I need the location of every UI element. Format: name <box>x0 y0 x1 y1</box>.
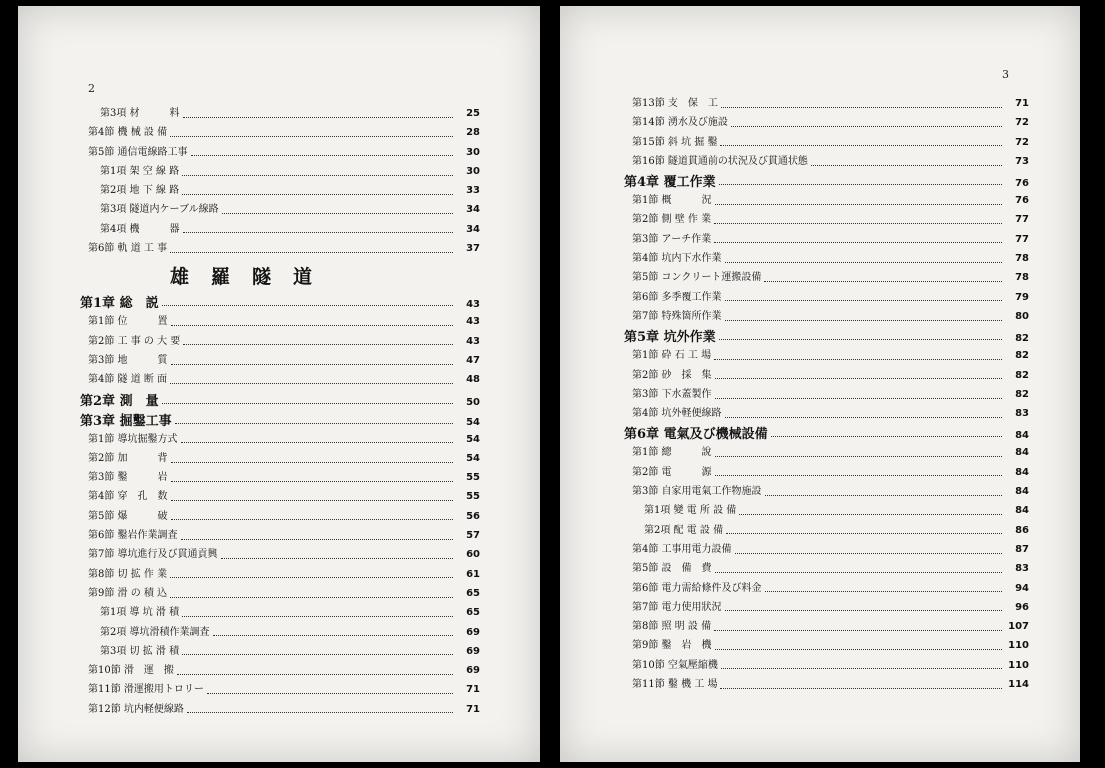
table-of-contents <box>624 94 1029 694</box>
toc-entry <box>80 584 480 603</box>
toc-entry-title: 第5節 コンクリート運搬設備 <box>632 272 762 284</box>
toc-entry <box>624 133 1029 152</box>
toc-entry <box>80 603 480 622</box>
toc-entry <box>624 559 1029 578</box>
toc-entry-title: 第2節 砂 採 集 <box>632 369 712 381</box>
dot-leader <box>715 377 1002 379</box>
toc-entry <box>624 307 1029 326</box>
toc-entry-title: 第5節 通信電線路工事 <box>88 146 188 158</box>
toc-entry <box>624 463 1029 482</box>
toc-entry-page-number: 82 <box>1015 369 1029 381</box>
toc-entry <box>80 526 480 545</box>
dot-leader <box>162 402 453 404</box>
toc-entry <box>624 152 1029 171</box>
dot-leader <box>715 455 1002 457</box>
toc-entry-page-number: 37 <box>466 243 480 255</box>
toc-entry <box>624 288 1029 307</box>
toc-entry-title: 第2章 測 量 <box>80 393 159 409</box>
toc-entry <box>624 423 1029 443</box>
toc-entry <box>624 171 1029 191</box>
toc-entry-page-number: 60 <box>466 549 480 561</box>
toc-entry-title: 第8節 照 明 設 備 <box>632 621 712 633</box>
toc-entry-page-number: 107 <box>1008 621 1029 633</box>
toc-entry-page-number: 82 <box>1015 350 1029 362</box>
toc-entry-title: 第5章 坑外作業 <box>624 330 716 346</box>
dot-leader <box>720 687 1002 689</box>
dot-leader <box>725 299 1002 301</box>
toc-entry <box>624 346 1029 365</box>
toc-entry-title: 第4項 機 器 <box>100 223 180 235</box>
toc-entry <box>80 200 480 219</box>
dot-leader <box>714 222 1002 224</box>
dot-leader <box>171 480 453 482</box>
toc-entry-page-number: 69 <box>466 626 480 638</box>
dot-leader <box>170 135 453 137</box>
dot-leader <box>731 125 1002 127</box>
toc-entry <box>624 501 1029 520</box>
toc-entry-page-number: 56 <box>466 510 480 522</box>
toc-entry-title: 第1章 総 説 <box>80 296 159 312</box>
dot-leader <box>725 261 1002 263</box>
toc-entry <box>80 220 480 239</box>
dot-leader <box>765 590 1002 592</box>
toc-entry-page-number: 82 <box>1015 333 1029 345</box>
toc-entry-page-number: 28 <box>466 127 480 139</box>
toc-entry-page-number: 48 <box>466 374 480 386</box>
page-number: 3 <box>1002 68 1009 81</box>
toc-entry-title: 第1項 導 坑 滑 積 <box>100 607 180 619</box>
dot-leader <box>171 363 453 365</box>
dot-leader <box>181 538 453 540</box>
toc-entry <box>624 617 1029 636</box>
dot-leader <box>183 116 453 118</box>
toc-entry-title: 第11節 滑運搬用トロリー <box>88 684 204 696</box>
toc-entry <box>624 482 1029 501</box>
toc-entry <box>80 104 480 123</box>
toc-entry-title: 第4節 坑内下水作業 <box>632 253 722 265</box>
right-page <box>560 6 1080 762</box>
toc-entry-page-number: 76 <box>1015 178 1029 190</box>
toc-entry-title: 第16節 隧道貫通前の状況及び貫通状態 <box>632 155 808 167</box>
toc-entry <box>80 292 480 312</box>
toc-entry <box>624 113 1029 132</box>
toc-entry <box>624 94 1029 113</box>
toc-entry <box>80 487 480 506</box>
dot-leader <box>725 609 1002 611</box>
toc-entry-title: 第3節 自家用電氣工作物施設 <box>632 486 762 498</box>
toc-entry-title: 第3項 材 料 <box>100 108 180 119</box>
dot-leader <box>171 499 453 501</box>
toc-entry-page-number: 30 <box>466 165 480 177</box>
dot-leader <box>721 667 1002 669</box>
toc-entry-title: 第7節 電力使用狀況 <box>632 601 722 613</box>
dot-leader <box>726 532 1002 534</box>
toc-entry-title: 第12節 坑内軽便線路 <box>88 703 184 715</box>
dot-leader <box>182 193 453 195</box>
toc-entry-title: 雄羅隧道 <box>170 265 335 288</box>
toc-entry-title: 第1節 位 置 <box>88 316 168 328</box>
dot-leader <box>183 343 453 345</box>
toc-entry-page-number: 54 <box>466 452 480 464</box>
toc-entry <box>624 191 1029 210</box>
toc-entry-title: 第2節 電 源 <box>632 466 712 478</box>
toc-entry-title: 第6節 多季覆工作業 <box>632 291 722 303</box>
toc-entry-title: 第7節 導坑進行及び貫通貢興 <box>88 549 218 561</box>
toc-entry-page-number: 114 <box>1008 679 1029 691</box>
left-page <box>18 6 540 762</box>
toc-entry-page-number: 96 <box>1015 601 1029 613</box>
toc-entry-title: 第3項 隧道内ケーブル線路 <box>100 204 219 216</box>
toc-entry-page-number: 78 <box>1015 253 1029 265</box>
toc-entry <box>80 123 480 142</box>
dot-leader <box>170 576 453 578</box>
table-of-contents <box>80 104 480 719</box>
toc-entry-page-number: 54 <box>466 433 480 445</box>
toc-entry-page-number: 65 <box>466 607 480 619</box>
toc-entry <box>80 390 480 410</box>
dot-leader <box>715 474 1002 476</box>
dot-leader <box>714 629 1002 631</box>
toc-entry-page-number: 87 <box>1015 543 1029 555</box>
dot-leader <box>715 571 1002 573</box>
toc-entry-page-number: 73 <box>1015 155 1029 167</box>
toc-entry-title: 第4章 覆工作業 <box>624 175 716 191</box>
dot-leader <box>714 241 1002 243</box>
toc-entry <box>80 545 480 564</box>
toc-entry <box>624 249 1029 268</box>
toc-entry-title: 第3節 地 質 <box>88 354 168 366</box>
toc-entry-page-number: 34 <box>466 204 480 216</box>
toc-entry <box>624 656 1029 675</box>
toc-entry-page-number: 43 <box>466 316 480 328</box>
dot-leader <box>715 648 1002 650</box>
toc-entry-page-number: 83 <box>1015 563 1029 575</box>
dot-leader <box>735 552 1002 554</box>
dot-leader <box>811 164 1002 166</box>
dot-leader <box>221 557 453 559</box>
toc-entry-title: 第7節 特殊箇所作業 <box>632 310 722 322</box>
toc-entry <box>624 268 1029 287</box>
toc-entry-page-number: 83 <box>1015 408 1029 420</box>
dot-leader <box>171 518 453 520</box>
dot-leader <box>170 596 453 598</box>
dot-leader <box>720 144 1002 146</box>
toc-entry-page-number: 84 <box>1015 447 1029 459</box>
toc-entry-title: 第3項 切 拡 滑 積 <box>100 645 180 657</box>
toc-entry-page-number: 82 <box>1015 388 1029 400</box>
toc-entry-page-number: 72 <box>1015 117 1029 129</box>
dot-leader <box>175 422 453 424</box>
toc-entry-page-number: 25 <box>466 108 480 119</box>
dot-leader <box>725 319 1002 321</box>
toc-entry-title: 第2節 工 事 の 大 要 <box>88 335 181 347</box>
dot-leader <box>207 692 453 694</box>
toc-entry <box>624 326 1029 346</box>
toc-entry-page-number: 71 <box>466 684 480 696</box>
dot-leader <box>771 435 1002 437</box>
toc-entry-page-number: 43 <box>466 299 480 311</box>
toc-entry <box>80 680 480 699</box>
toc-entry-title: 第1項 變 電 所 設 備 <box>644 505 737 517</box>
toc-entry-page-number: 54 <box>466 416 480 428</box>
toc-entry <box>80 642 480 661</box>
dot-leader <box>183 231 453 233</box>
toc-entry <box>80 312 480 331</box>
dot-leader <box>222 212 453 214</box>
toc-entry-page-number: 72 <box>1015 136 1029 148</box>
toc-entry-title: 第1節 導坑掘鑿方式 <box>88 433 178 445</box>
toc-entry-title: 第13節 支 保 工 <box>632 98 718 109</box>
toc-entry-page-number: 33 <box>466 185 480 197</box>
toc-entry <box>624 636 1029 655</box>
dot-leader <box>725 416 1002 418</box>
toc-entry <box>80 332 480 351</box>
toc-entry-title: 第3節 鑿 岩 <box>88 472 168 484</box>
dot-leader <box>721 106 1002 108</box>
toc-entry-page-number: 65 <box>466 587 480 599</box>
toc-entry-title: 第2項 導坑滑積作業調査 <box>100 626 210 638</box>
toc-entry <box>80 565 480 584</box>
page-number: 2 <box>88 82 95 95</box>
dot-leader <box>187 711 453 713</box>
toc-entry-title: 第10節 滑 運 搬 <box>88 665 174 677</box>
toc-entry-title: 第4節 隧 道 断 面 <box>88 374 168 386</box>
toc-entry-title: 第1節 砕 石 工 場 <box>632 350 712 362</box>
dot-leader <box>181 441 453 443</box>
dot-leader <box>764 280 1002 282</box>
toc-entry-page-number: 84 <box>1015 486 1029 498</box>
toc-entry <box>80 181 480 200</box>
dot-leader <box>171 461 453 463</box>
toc-entry-title: 第2項 地 下 線 路 <box>100 185 180 197</box>
toc-entry-title: 第3節 下水蓋製作 <box>632 388 712 400</box>
toc-entry-page-number: 50 <box>466 396 480 408</box>
toc-entry <box>80 370 480 389</box>
toc-entry-title: 第9節 鑿 岩 機 <box>632 640 712 652</box>
toc-entry-page-number: 110 <box>1008 659 1029 671</box>
toc-entry <box>624 521 1029 540</box>
toc-entry-page-number: 84 <box>1015 466 1029 478</box>
dot-leader <box>719 183 1002 185</box>
toc-entry-page-number: 61 <box>466 568 480 580</box>
toc-entry-title: 第9節 滑 の 積 込 <box>88 587 168 599</box>
toc-entry-page-number: 69 <box>466 645 480 657</box>
toc-entry-page-number: 86 <box>1015 524 1029 536</box>
toc-entry-title: 第5節 設 備 費 <box>632 563 712 575</box>
toc-entry-page-number: 71 <box>466 703 480 715</box>
toc-entry-page-number: 84 <box>1015 430 1029 442</box>
toc-entry-title: 第15節 斜 坑 掘 鑿 <box>632 136 718 148</box>
toc-entry <box>80 661 480 680</box>
dot-leader <box>715 397 1002 399</box>
toc-entry-title: 第1項 架 空 線 路 <box>100 165 180 177</box>
part-heading <box>80 258 480 292</box>
toc-entry <box>80 410 480 430</box>
toc-entry <box>80 700 480 719</box>
toc-entry-page-number: 80 <box>1015 310 1029 322</box>
toc-entry-page-number: 76 <box>1015 195 1029 207</box>
toc-entry <box>80 143 480 162</box>
dot-leader <box>765 494 1002 496</box>
toc-entry-page-number: 55 <box>466 491 480 503</box>
toc-entry-page-number: 57 <box>466 530 480 542</box>
toc-entry-title: 第6節 鑿岩作業調査 <box>88 530 178 542</box>
toc-entry-page-number: 77 <box>1015 214 1029 226</box>
dot-leader <box>162 304 453 306</box>
toc-entry <box>80 468 480 487</box>
toc-entry-page-number: 79 <box>1015 291 1029 303</box>
toc-entry-title: 第11節 鑿 機 工 場 <box>632 679 718 691</box>
dot-leader <box>177 673 453 675</box>
dot-leader <box>170 251 453 253</box>
toc-entry-page-number: 43 <box>466 335 480 347</box>
toc-entry <box>80 351 480 370</box>
toc-entry-title: 第1節 總 說 <box>632 447 712 459</box>
toc-entry <box>80 239 480 258</box>
toc-entry-page-number: 94 <box>1015 582 1029 594</box>
toc-entry <box>624 230 1029 249</box>
toc-entry-title: 第2節 側 壁 作 業 <box>632 214 712 226</box>
toc-entry <box>624 579 1029 598</box>
toc-entry-title: 第2節 加 背 <box>88 452 168 464</box>
toc-entry <box>624 210 1029 229</box>
toc-entry <box>624 598 1029 617</box>
toc-entry <box>80 449 480 468</box>
dot-leader <box>739 513 1002 515</box>
toc-entry <box>624 404 1029 423</box>
toc-entry-page-number: 77 <box>1015 233 1029 245</box>
toc-entry-page-number: 84 <box>1015 505 1029 517</box>
toc-entry-title: 第1節 概 況 <box>632 195 712 207</box>
toc-entry-title: 第14節 湧水及び施設 <box>632 117 728 129</box>
toc-entry-title: 第2項 配 電 設 備 <box>644 524 724 536</box>
toc-entry-title: 第6章 電氣及び機械設備 <box>624 427 768 443</box>
toc-entry-title: 第4節 穿 孔 数 <box>88 491 168 503</box>
toc-entry-page-number: 71 <box>1015 98 1029 109</box>
toc-entry-title: 第4節 工事用電力設備 <box>632 543 732 555</box>
toc-entry-title: 第10節 空氣壓縮機 <box>632 659 718 671</box>
toc-entry-page-number: 47 <box>466 354 480 366</box>
toc-entry <box>80 430 480 449</box>
toc-entry-title: 第6節 電力需給條件及び料金 <box>632 582 762 594</box>
toc-entry <box>624 366 1029 385</box>
toc-entry-page-number: 110 <box>1008 640 1029 652</box>
dot-leader <box>182 653 453 655</box>
toc-entry <box>80 162 480 181</box>
toc-entry-title: 第4節 機 械 設 備 <box>88 127 168 139</box>
toc-entry-page-number: 78 <box>1015 272 1029 284</box>
toc-entry <box>80 623 480 642</box>
toc-entry-title: 第4節 坑外軽便線路 <box>632 408 722 420</box>
dot-leader <box>191 154 453 156</box>
dot-leader <box>719 338 1002 340</box>
toc-entry <box>624 385 1029 404</box>
toc-entry-page-number: 55 <box>466 472 480 484</box>
toc-entry-page-number: 30 <box>466 146 480 158</box>
toc-entry <box>624 675 1029 694</box>
toc-entry-page-number: 69 <box>466 665 480 677</box>
toc-entry-title: 第6節 軌 道 工 事 <box>88 243 168 255</box>
dot-leader <box>170 382 453 384</box>
dot-leader <box>714 358 1002 360</box>
toc-entry <box>624 540 1029 559</box>
toc-entry-title: 第3節 アーチ作業 <box>632 233 712 245</box>
toc-entry <box>624 443 1029 462</box>
toc-entry-title: 第5節 爆 破 <box>88 510 168 522</box>
toc-entry-page-number: 34 <box>466 223 480 235</box>
toc-entry-title: 第8節 切 拡 作 業 <box>88 568 168 580</box>
toc-entry <box>80 507 480 526</box>
dot-leader <box>182 174 453 176</box>
dot-leader <box>715 203 1002 205</box>
dot-leader <box>213 634 453 636</box>
dot-leader <box>182 615 453 617</box>
toc-entry-title: 第3章 掘鑿工事 <box>80 413 172 429</box>
dot-leader <box>171 324 453 326</box>
